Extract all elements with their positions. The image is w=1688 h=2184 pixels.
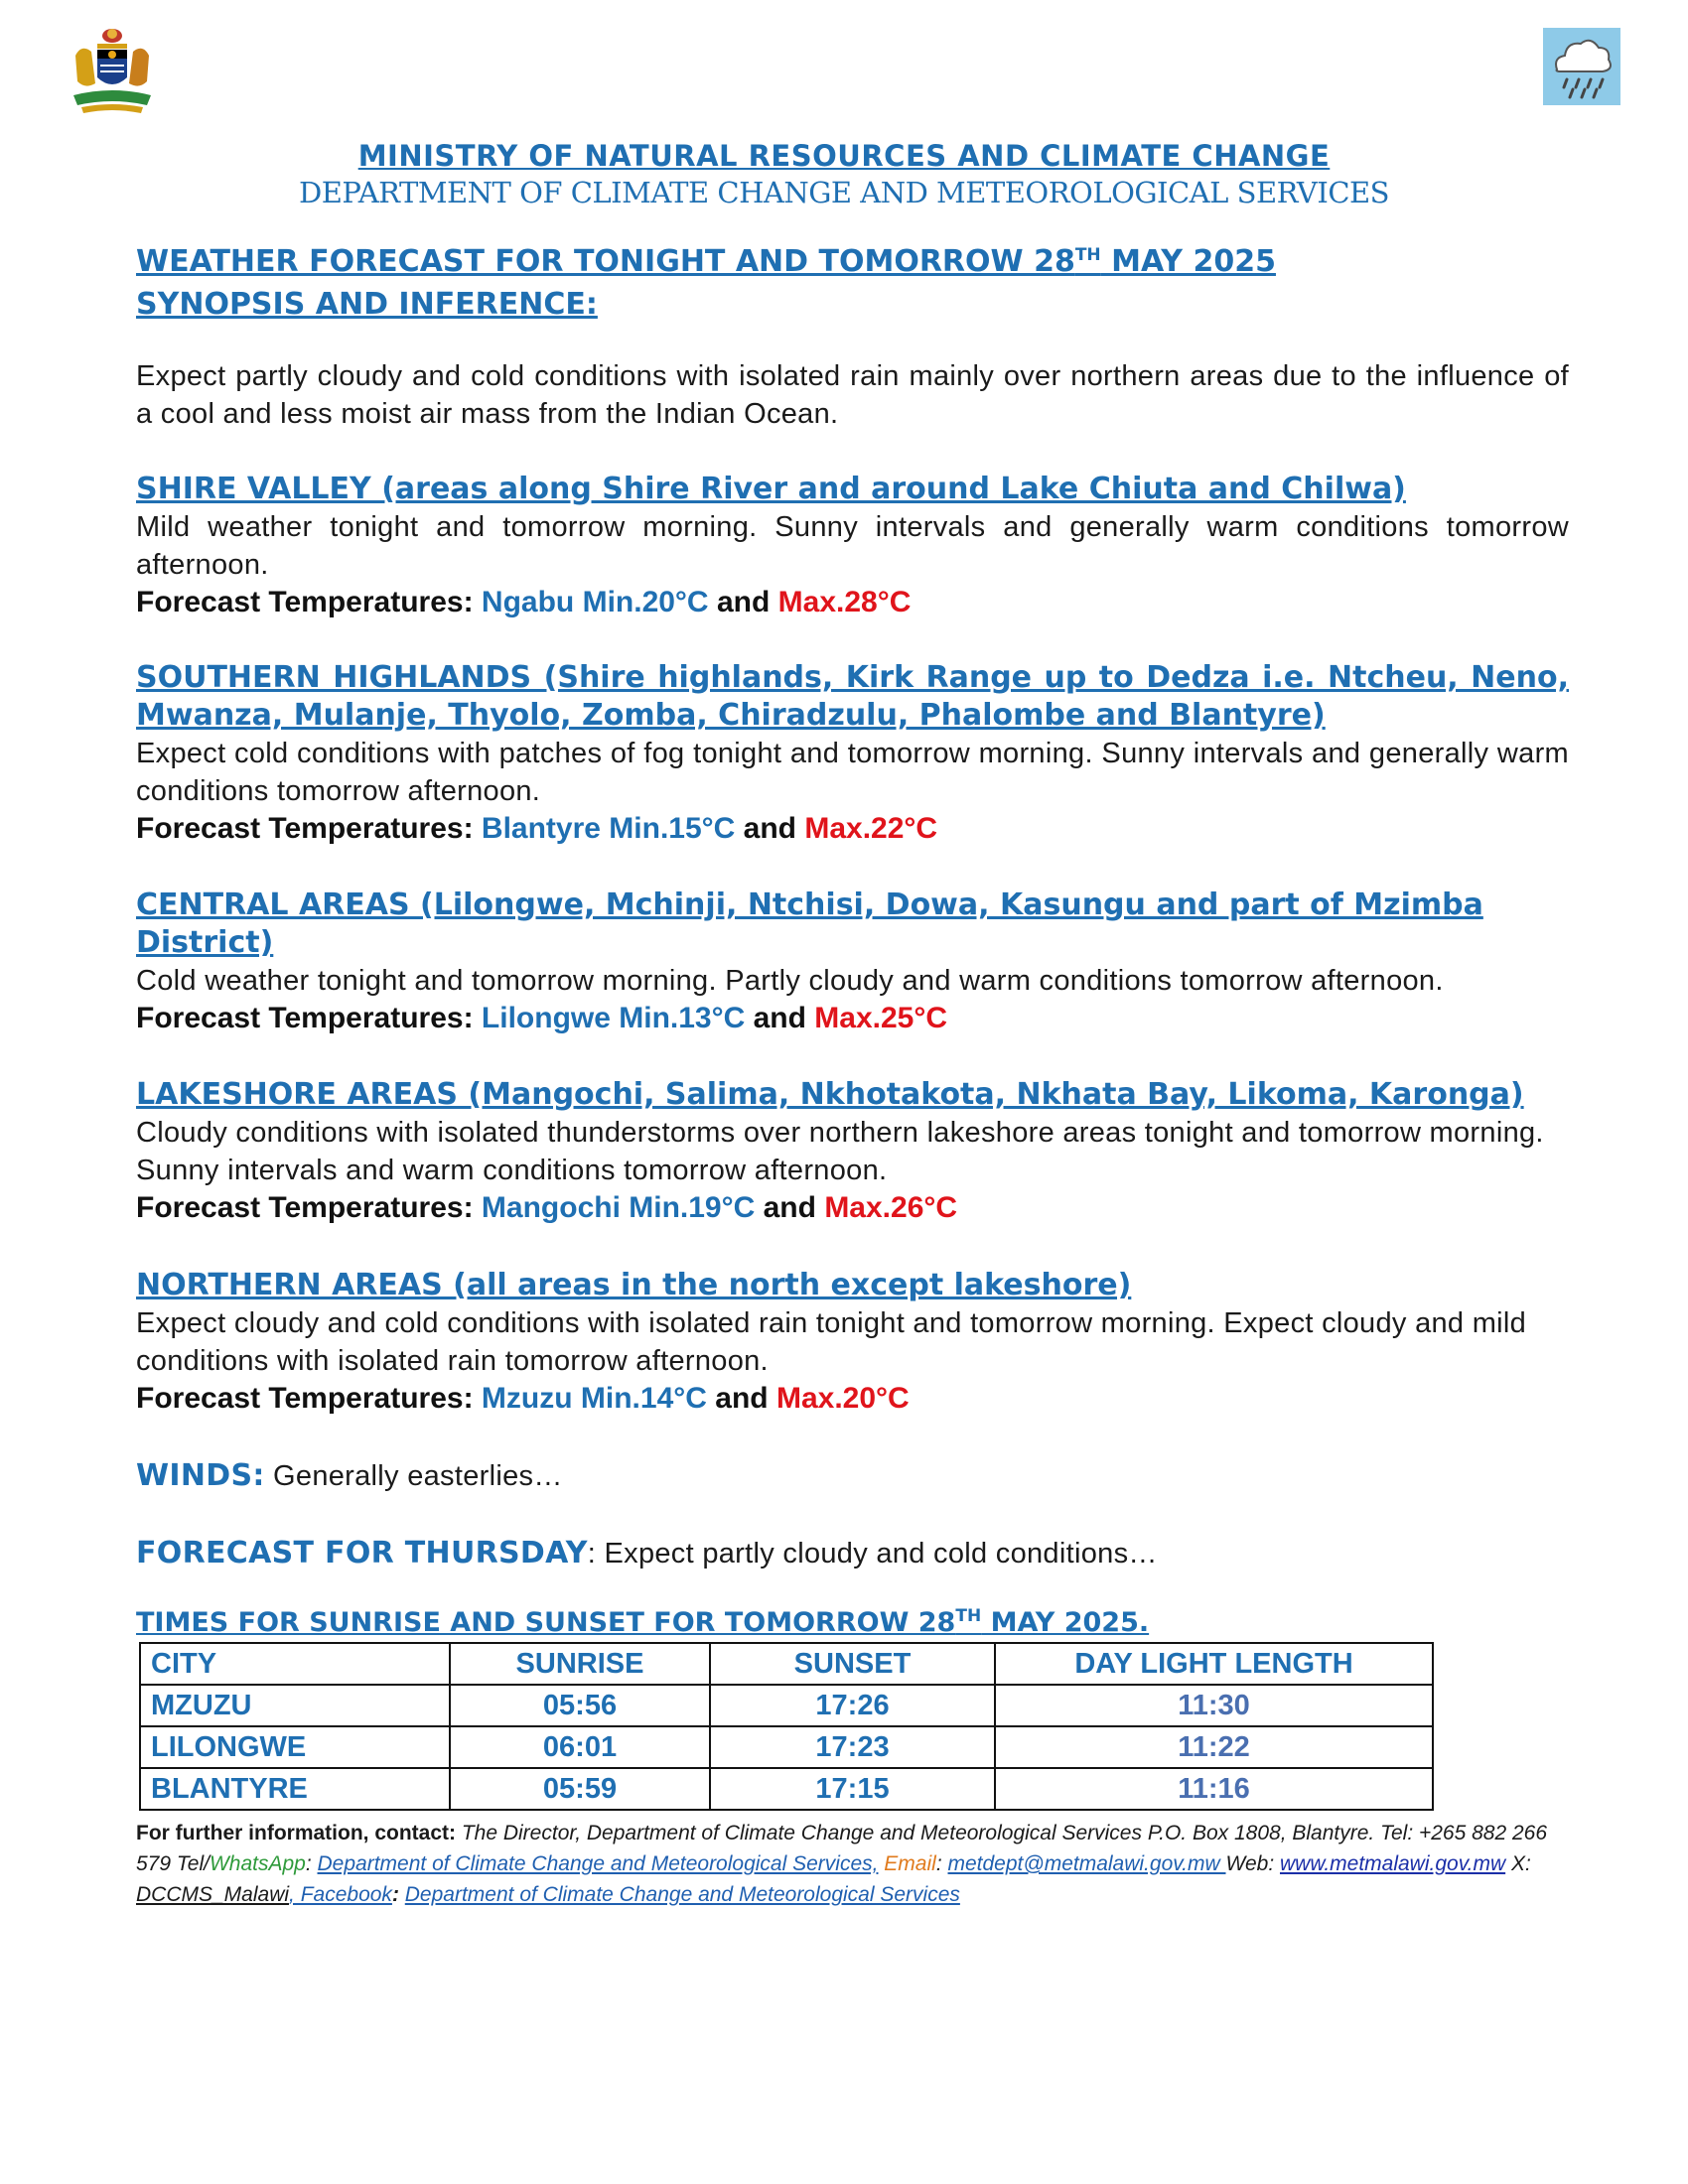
website-link[interactable]: www.metmalawi.gov.mw [1279, 1852, 1506, 1875]
forecast-temperatures: Forecast Temperatures: Lilongwe Min.13°C and Max.25°C [136, 1002, 948, 1034]
region-heading: SOUTHERN HIGHLANDS (Shire highlands, Kirk Range up to Dedza i.e. Ntcheu, Neno, Mwanza, Mulanje, Thyolo, Zomba, Chiradzulu, Phalombe and Blantyre) [136, 660, 1569, 733]
table-cell: 05:56 [450, 1685, 710, 1726]
synopsis-text: Expect partly cloudy and cold conditions with isolated rain mainly over northern areas due to the influence of a cool and less moist air mass from the Indian Ocean. [136, 360, 1569, 430]
region-text: Cloudy conditions with isolated thunderstorms over northern lakeshore areas tonight and tomorrow morning. Sunny intervals and warm conditions tomorrow afternoon. [136, 1117, 1544, 1186]
x-handle-link[interactable]: DCCMS_Malawi [136, 1883, 290, 1906]
table-cell: 17:23 [710, 1726, 995, 1768]
table-row [140, 1768, 1433, 1810]
region-text: Expect cloudy and cold conditions with isolated rain tonight and tomorrow morning. Expect cloudy and mild conditions with isolated rain tomorrow afternoon. [136, 1307, 1527, 1377]
region-heading: CENTRAL AREAS (Lilongwe, Mchinji, Ntchisi, Dowa, Kasungu and part of Mzimba District) [136, 887, 1483, 960]
table-row [140, 1685, 1433, 1726]
column-header: DAY LIGHT LENGTH [995, 1643, 1433, 1685]
malawi-coat-of-arms-icon [68, 26, 157, 117]
column-header: CITY [140, 1643, 450, 1685]
contact-info: For further information, contact: The Director, Department of Climate Change and Meteorological Services P.O. Box 1808, Blantyre. Tel: +265 882 266 579 Tel/WhatsApp: Department of Climate Change and Meteorological Services, Email: metdept@metmalawi.gov.mw Web: www.metmalawi.gov.mw X: DCCMS_Malawi, Facebook: Department of Climate Change and Meteorological Services [136, 1822, 1548, 1906]
facebook-link[interactable]: Department of Climate Change and Meteorological Services [404, 1883, 960, 1906]
whatsapp-label: WhatsApp [209, 1852, 306, 1875]
region-northern-areas [136, 1267, 1569, 1418]
forecast-temperatures: Forecast Temperatures: Ngabu Min.20°C and Max.28°C [136, 586, 912, 618]
sun-times-table [139, 1642, 1434, 1811]
region-heading: NORTHERN AREAS (all areas in the north except lakeshore) [136, 1268, 1132, 1302]
region-text: Mild weather tonight and tomorrow morning. Sunny intervals and generally warm conditions tomorrow afternoon. [136, 511, 1569, 581]
synopsis-heading: SYNOPSIS AND INFERENCE: [136, 287, 598, 322]
table-cell: 11:16 [995, 1768, 1433, 1810]
table-cell: BLANTYRE [140, 1768, 450, 1810]
forecast-title: WEATHER FORECAST FOR TONIGHT AND TOMORROW 28TH MAY 2025 SYNOPSIS AND INFERENCE: [136, 236, 1569, 324]
region-text: Cold weather tonight and tomorrow morning. Partly cloudy and warm conditions tomorrow afternoon. [136, 965, 1444, 997]
region-heading: LAKESHORE AREAS (Mangochi, Salima, Nkhotakota, Nkhata Bay, Likoma, Karonga) [136, 1077, 1524, 1112]
table-header-row [140, 1643, 1433, 1685]
winds-line: WINDS: Generally easterlies… [136, 1458, 563, 1493]
contact-lead: For further information, contact: [136, 1822, 456, 1844]
sun-times-title: TIMES FOR SUNRISE AND SUNSET FOR TOMORROW 28TH MAY 2025. [136, 1606, 1150, 1638]
region-shire-valley [136, 471, 1569, 621]
forecast-temperatures: Forecast Temperatures: Mangochi Min.19°C and Max.26°C [136, 1191, 958, 1224]
rain-cloud-icon [1543, 28, 1620, 105]
region-southern-highlands [136, 659, 1569, 848]
department-link[interactable]: Department of Climate Change and Meteorological Services, [317, 1852, 879, 1875]
region-central-areas [136, 887, 1569, 1037]
thursday-forecast-line: FORECAST FOR THURSDAY: Expect partly cloudy and cold conditions… [136, 1536, 1158, 1570]
ministry-heading: MINISTRY OF NATURAL RESOURCES AND CLIMATE CHANGE [357, 139, 1331, 173]
region-heading: SHIRE VALLEY (areas along Shire River and around Lake Chiuta and Chilwa) [136, 472, 1406, 506]
table-cell: 17:26 [710, 1685, 995, 1726]
table-cell: 11:22 [995, 1726, 1433, 1768]
forecast-temperatures: Forecast Temperatures: Mzuzu Min.14°C and Max.20°C [136, 1382, 910, 1415]
table-cell: 11:30 [995, 1685, 1433, 1726]
department-heading: DEPARTMENT OF CLIMATE CHANGE AND METEOROLOGICAL SERVICES [298, 176, 1390, 209]
column-header: SUNSET [710, 1643, 995, 1685]
column-header: SUNRISE [450, 1643, 710, 1685]
table-cell: MZUZU [140, 1685, 450, 1726]
region-lakeshore-areas [136, 1076, 1569, 1227]
region-text: Expect cold conditions with patches of fog tonight and tomorrow morning. Sunny intervals and generally warm conditions tomorrow afternoon. [136, 738, 1569, 807]
email-link[interactable]: metdept@metmalawi.gov.mw [947, 1852, 1226, 1875]
table-cell: LILONGWE [140, 1726, 450, 1768]
table-cell: 06:01 [450, 1726, 710, 1768]
table-cell: 05:59 [450, 1768, 710, 1810]
forecast-temperatures: Forecast Temperatures: Blantyre Min.15°C and Max.22°C [136, 812, 938, 845]
table-row [140, 1726, 1433, 1768]
table-cell: 17:15 [710, 1768, 995, 1810]
